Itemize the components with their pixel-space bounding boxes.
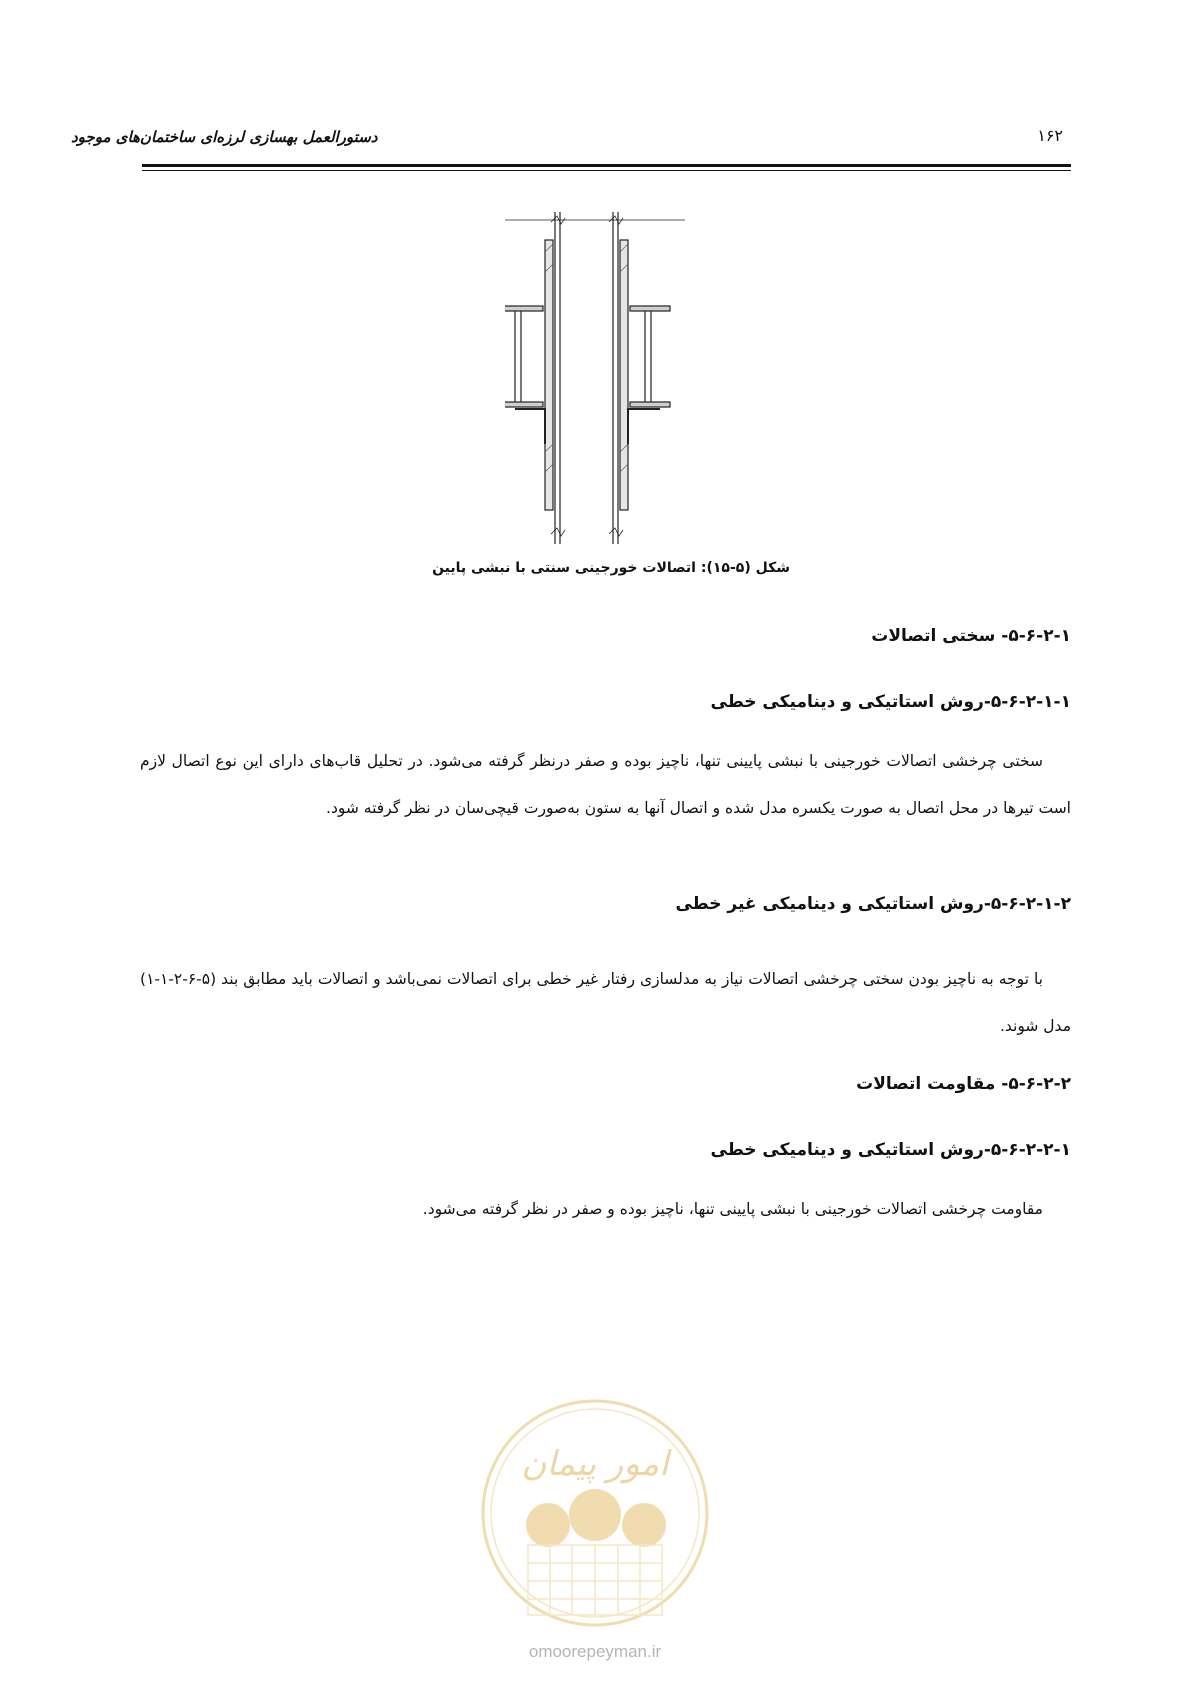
- watermark-url: omoorepeyman.ir: [528, 1642, 662, 1661]
- paragraph-text: مقاومت چرخشی اتصالات خورجینی با نبشی پایینی تنها، ناچیز بوده و صفر در نظر گرفته می‌شود.: [422, 1200, 1043, 1218]
- paragraph: [140, 738, 1071, 832]
- header-rule: [142, 164, 1071, 167]
- watermark-logo: [468, 1395, 722, 1665]
- section-heading: ۵-۶-۲-۱- سختی اتصالات: [871, 626, 1071, 646]
- header-rule-thin: [142, 170, 1071, 171]
- paragraph: [140, 1186, 1071, 1233]
- watermark-logo-text: امور پیمان: [521, 1444, 669, 1484]
- running-header-title: دستورالعمل بهسازی لرزه‌ای ساختمان‌های موجود: [71, 128, 378, 146]
- subsection-heading: ۵-۶-۲-۱-۱-روش استاتیکی و دینامیکی خطی: [710, 692, 1071, 712]
- paragraph-text: سختی چرخشی اتصالات خورجینی با نبشی پایینی تنها، ناچیز بوده و صفر درنظر گرفته می‌شود. در تحلیل قاب‌های دارای این نوع اتصال لازم است تیرها در محل اتصال به صورت یکسره مدل شده و اتصال آنها به ستون به‌صورت قیچی‌سان در نظر گرفته شود.: [140, 752, 1071, 817]
- connection-drawing: [505, 212, 685, 544]
- section-heading: ۵-۶-۲-۲- مقاومت اتصالات: [856, 1074, 1071, 1094]
- paragraph: [140, 956, 1071, 1050]
- subsection-heading: ۵-۶-۲-۲-۱-روش استاتیکی و دینامیکی خطی: [710, 1140, 1071, 1160]
- figure-caption: شکل (۵-۱۵): اتصالات خورجینی سنتی با نبشی پایین: [432, 560, 790, 576]
- subsection-heading: ۵-۶-۲-۱-۲-روش استاتیکی و دینامیکی غیر خطی: [675, 894, 1071, 914]
- page-number: ۱۶۲: [1037, 126, 1063, 145]
- paragraph-text: با توجه به ناچیز بودن سختی چرخشی اتصالات نیاز به مدلسازی رفتار غیر خطی برای اتصالات نمی‌باشد و اتصالات باید مطابق بند (۵-۶-۲-۱-۱) مدل شوند.: [140, 970, 1071, 1035]
